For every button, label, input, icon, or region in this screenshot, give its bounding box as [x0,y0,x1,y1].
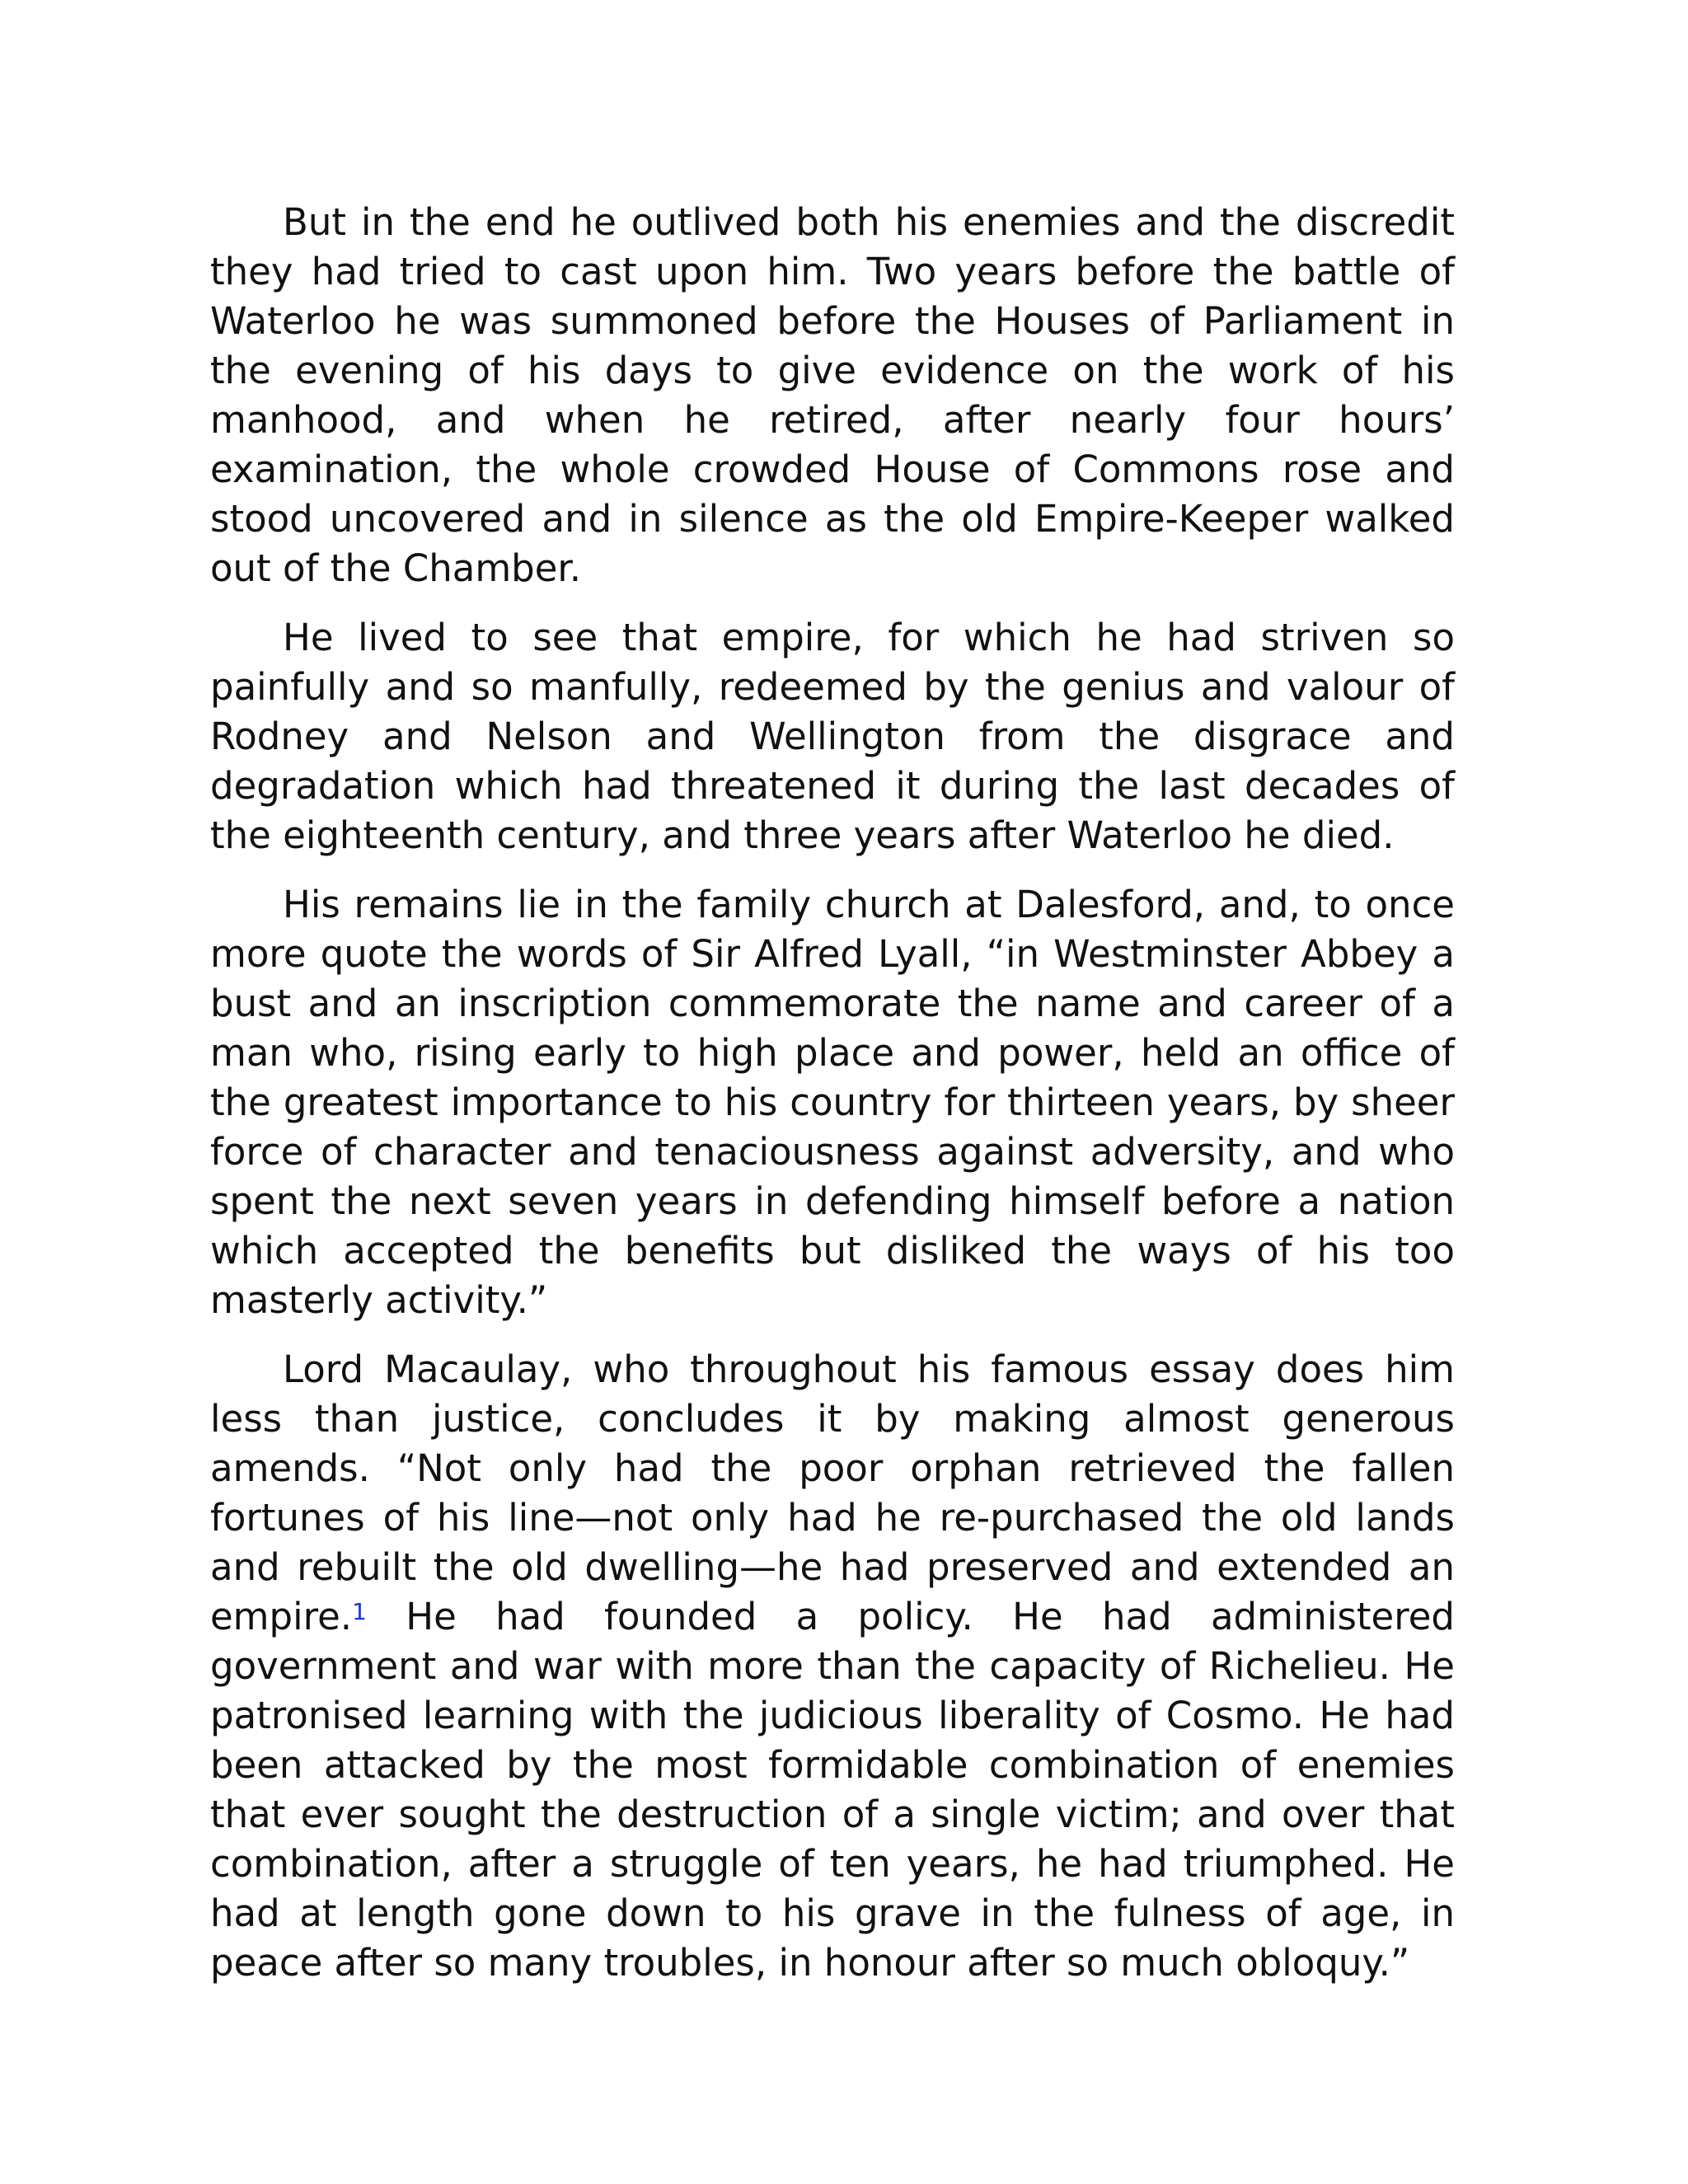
paragraph-1: But in the end he outlived both his enemies and the discredit they had tried to cast upon him. Two years before the battle of Waterloo he was summoned before the Houses of Parliament in the evening of his days to give evidence on the work of his manhood, and when he retired, after nearly four hours’ examination, the whole crowded House of Commons rose and stood uncovered and in silence as the old Empire-Keeper walked out of the Chamber. [210,200,1455,590]
document-page [210,198,1455,2008]
paragraph-4-text-before: Lord Macaulay, who throughout his famous essay does him less than justice, concludes it by making almost generous amends. “Not only had the poor orphan retrieved the fallen fortunes of his line—not only had he re-purchased the old lands and rebuilt the old dwelling—he had preserved and extended an empire. [210,1347,1455,1638]
paragraph-4-text-after: He had founded a policy. He had administered government and war with more than the capacity of Richelieu. He patronised learning with the judicious liberality of Cosmo. He had been attacked by the most formidable combination of enemies that ever sought the destruction of a single victim; and over that combination, after a struggle of ten years, he had triumphed. He had at length gone down to his grave in the fulness of age, in peace after so many troubles, in honour after so much obloquy.” [210,1595,1455,1985]
paragraph-3: His remains lie in the family church at Dalesford, and, to once more quote the words of Sir Alfred Lyall, “in Westminster Abbey a bust and an inscription commemorate the name and career of a man who, rising early to high place and power, held an office of the greatest importance to his country for thirteen years, by sheer force of character and tenaciousness against adversity, and who spent the next seven years in defending himself before a nation which accepted the benefits but disliked the ways of his too masterly activity.” [210,883,1455,1322]
footnote-link-1[interactable]: 1 [352,1598,367,1625]
paragraph-2: He lived to see that empire, for which he had striven so painfully and so manfully, redeemed by the genius and valour of Rodney and Nelson and Wellington from the disgrace and degradation which had threatened it during the last decades of the eighteenth century, and three years after Waterloo he died. [210,616,1455,857]
paragraph-4 [210,1345,1455,1988]
